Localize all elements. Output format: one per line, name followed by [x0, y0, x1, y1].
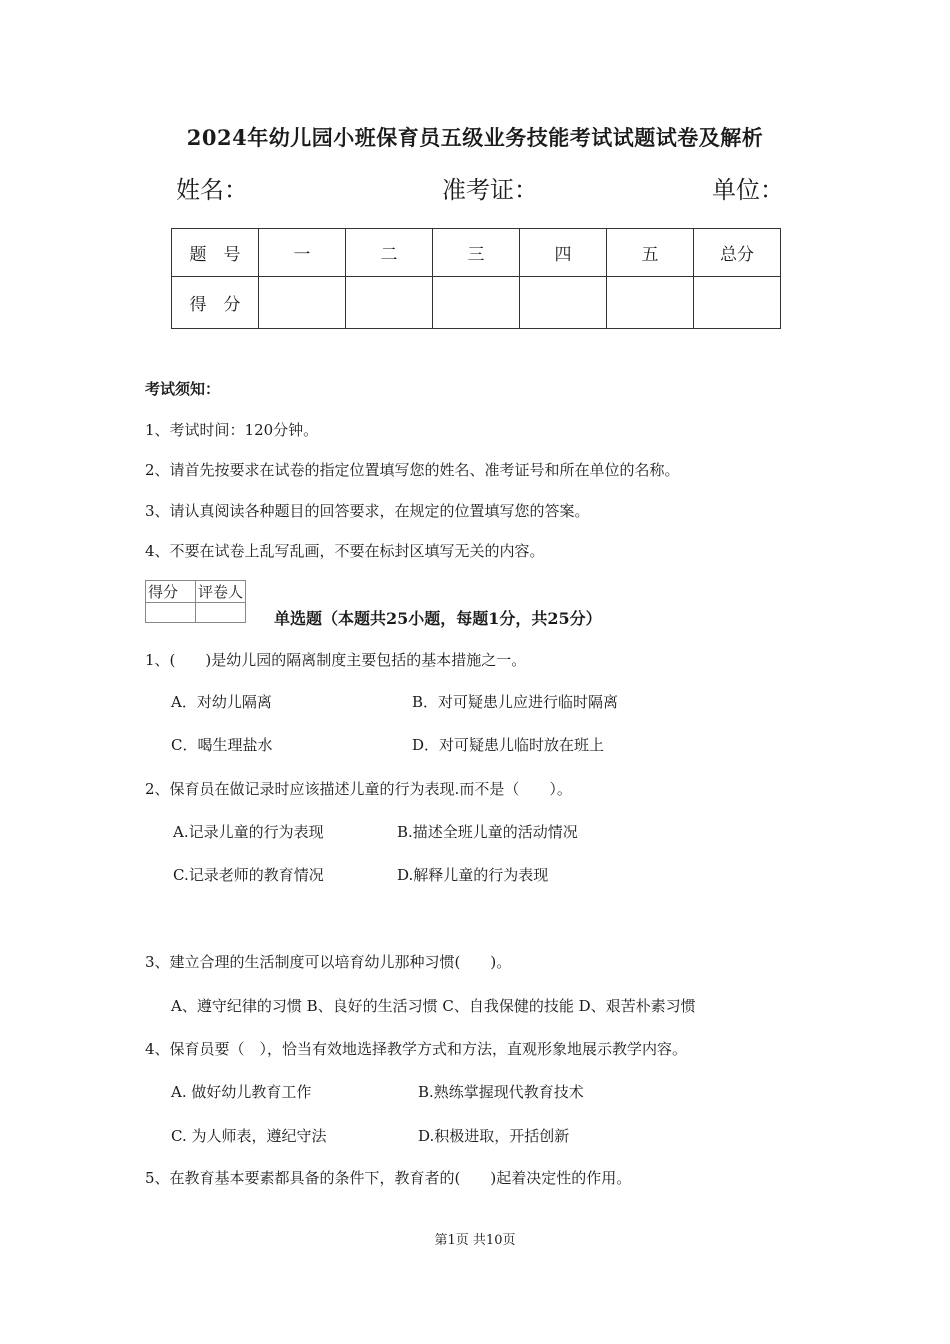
name-field-label: 姓名：	[176, 176, 248, 204]
option-a: A.记录儿童的行为表现	[173, 823, 324, 841]
page-footer: 第1页 共10页	[434, 1233, 516, 1248]
notice-item: 1、考试时间：120分钟。	[145, 421, 319, 439]
option-a: A．对幼儿隔离	[171, 693, 272, 711]
option-d: D.解释儿童的行为表现	[397, 866, 549, 884]
notice-item: 3、请认真阅读各种题目的回答要求，在规定的位置填写您的答案。	[145, 502, 590, 520]
grader-score-label: 得分	[146, 581, 196, 603]
grader-reviewer-label: 评卷人	[196, 581, 246, 603]
score-entry-cell[interactable]	[259, 277, 346, 329]
score-table-cell: 三	[433, 229, 520, 277]
question-stem: 5、在教育基本要素都具备的条件下，教育者的( )起着决定性的作用。	[145, 1169, 632, 1187]
question-options: A、遵守纪律的习惯 B、良好的生活习惯 C、自我保健的技能 D、艰苦朴素习惯	[171, 997, 696, 1015]
option-d: D．对可疑患儿临时放在班上	[412, 736, 605, 754]
option-b: B．对可疑患儿应进行临时隔离	[412, 693, 619, 711]
score-entry-cell[interactable]	[607, 277, 694, 329]
grader-score-cell[interactable]	[146, 603, 196, 623]
option-b: B.熟练掌握现代教育技术	[418, 1083, 584, 1101]
score-table	[171, 228, 781, 329]
score-table-cell: 一	[259, 229, 346, 277]
score-entry-cell[interactable]	[694, 277, 781, 329]
grader-reviewer-cell[interactable]	[196, 603, 246, 623]
score-entry-cell[interactable]	[520, 277, 607, 329]
score-table-cell: 二	[346, 229, 433, 277]
score-table-header-row	[172, 229, 781, 277]
page-title: 2024年幼儿园小班保育员五级业务技能考试试题试卷及解析	[186, 125, 764, 150]
option-c: C. 为人师表，遵纪守法	[171, 1127, 327, 1145]
option-d: D.积极进取，开括创新	[418, 1127, 570, 1145]
unit-field-label: 单位：	[712, 176, 784, 204]
option-c: C.记录老师的教育情况	[173, 866, 324, 884]
section-title: 单选题（本题共25小题，每题1分，共25分）	[274, 609, 602, 628]
notice-item: 4、不要在试卷上乱写乱画，不要在标封区填写无关的内容。	[145, 542, 545, 560]
notice-heading: 考试须知：	[145, 380, 221, 398]
option-a: A. 做好幼儿教育工作	[171, 1083, 312, 1101]
score-entry-cell[interactable]	[346, 277, 433, 329]
score-table-cell: 四	[520, 229, 607, 277]
notice-item: 2、请首先按要求在试卷的指定位置填写您的姓名、准考证号和所在单位的名称。	[145, 461, 680, 479]
score-entry-cell[interactable]	[433, 277, 520, 329]
score-table-cell: 得 分	[172, 277, 259, 329]
exam-id-field-label: 准考证：	[442, 176, 538, 204]
score-table-score-row	[172, 277, 781, 329]
option-b: B.描述全班儿童的活动情况	[397, 823, 578, 841]
score-table-cell: 题 号	[172, 229, 259, 277]
question-stem: 3、建立合理的生活制度可以培育幼儿那种习惯( )。	[145, 953, 512, 971]
score-table-cell: 五	[607, 229, 694, 277]
option-c: C．喝生理盐水	[171, 736, 273, 754]
question-stem: 4、保育员要（ ），恰当有效地选择教学方式和方法，直观形象地展示教学内容。	[145, 1040, 688, 1058]
score-table-cell: 总分	[694, 229, 781, 277]
question-stem: 1、( )是幼儿园的隔离制度主要包括的基本措施之一。	[145, 651, 527, 669]
question-stem: 2、保育员在做记录时应该描述儿童的行为表现.而不是（ ）。	[145, 780, 572, 798]
grader-box	[145, 580, 246, 623]
